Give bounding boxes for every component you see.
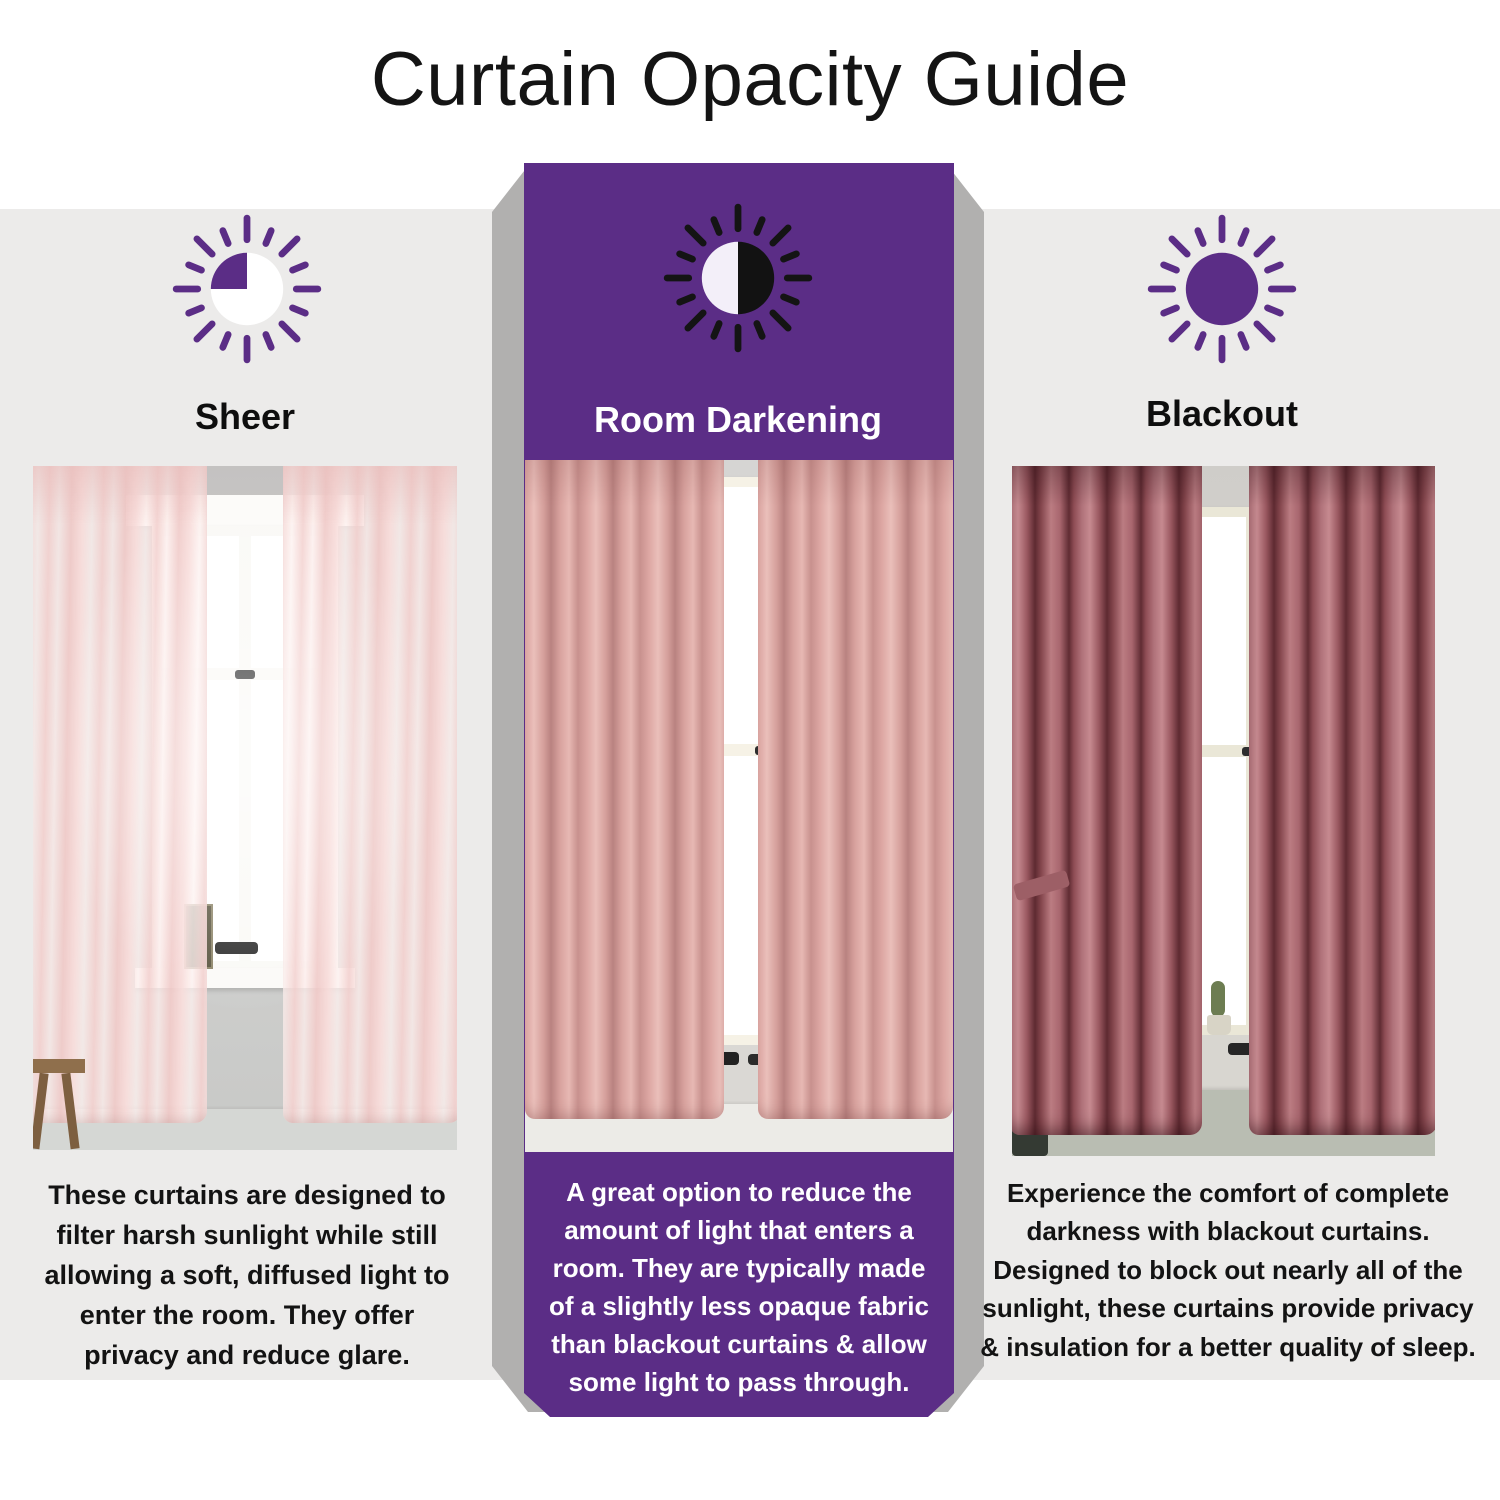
sun-half-filled-icon xyxy=(661,201,815,355)
room-darkening-curtain-panel-left xyxy=(525,460,724,1119)
cactus-plant xyxy=(1211,981,1225,1017)
blackout-icon-wrap xyxy=(1145,212,1299,366)
room-darkening-curtain-panel-right xyxy=(758,460,953,1119)
photo-blackout-curtains xyxy=(1012,466,1435,1156)
column-label-blackout: Blackout xyxy=(1145,393,1299,434)
photo-room-darkening-curtains xyxy=(525,460,953,1152)
description-blackout: Experience the comfort of complete darkness with blackout curtains. Designed to block out nearly all of the sunlight, these curtains provide privacy & insulation for a better quality of sleep. xyxy=(980,1178,1476,1362)
blackout-curtain-panel-left xyxy=(1012,466,1202,1135)
sheer-icon-wrap xyxy=(170,212,324,366)
column-label-sheer: Sheer xyxy=(194,396,296,437)
sun-filled-icon xyxy=(1145,212,1299,366)
description-sheer: These curtains are designed to filter harsh sunlight while still allowing a soft, diffused light to enter the room. They offer privacy and reduce glare. xyxy=(44,1180,450,1370)
light-glow-overlay xyxy=(33,466,457,1150)
blackout-curtain-panel-right xyxy=(1249,466,1435,1135)
sun-quarter-filled-icon xyxy=(170,212,324,366)
room-darkening-icon-wrap xyxy=(661,201,815,355)
column-label-room-darkening: Room Darkening xyxy=(593,399,883,440)
photo-sheer-curtains xyxy=(33,466,457,1150)
page-title: Curtain Opacity Guide xyxy=(370,37,1130,122)
plant-pot xyxy=(1207,1015,1231,1035)
description-room-darkening: A great option to reduce the amount of light that enters a room. They are typically made of a slightly less opaque fabric than blackout curtains & allow some light to pass through. xyxy=(549,1177,929,1397)
